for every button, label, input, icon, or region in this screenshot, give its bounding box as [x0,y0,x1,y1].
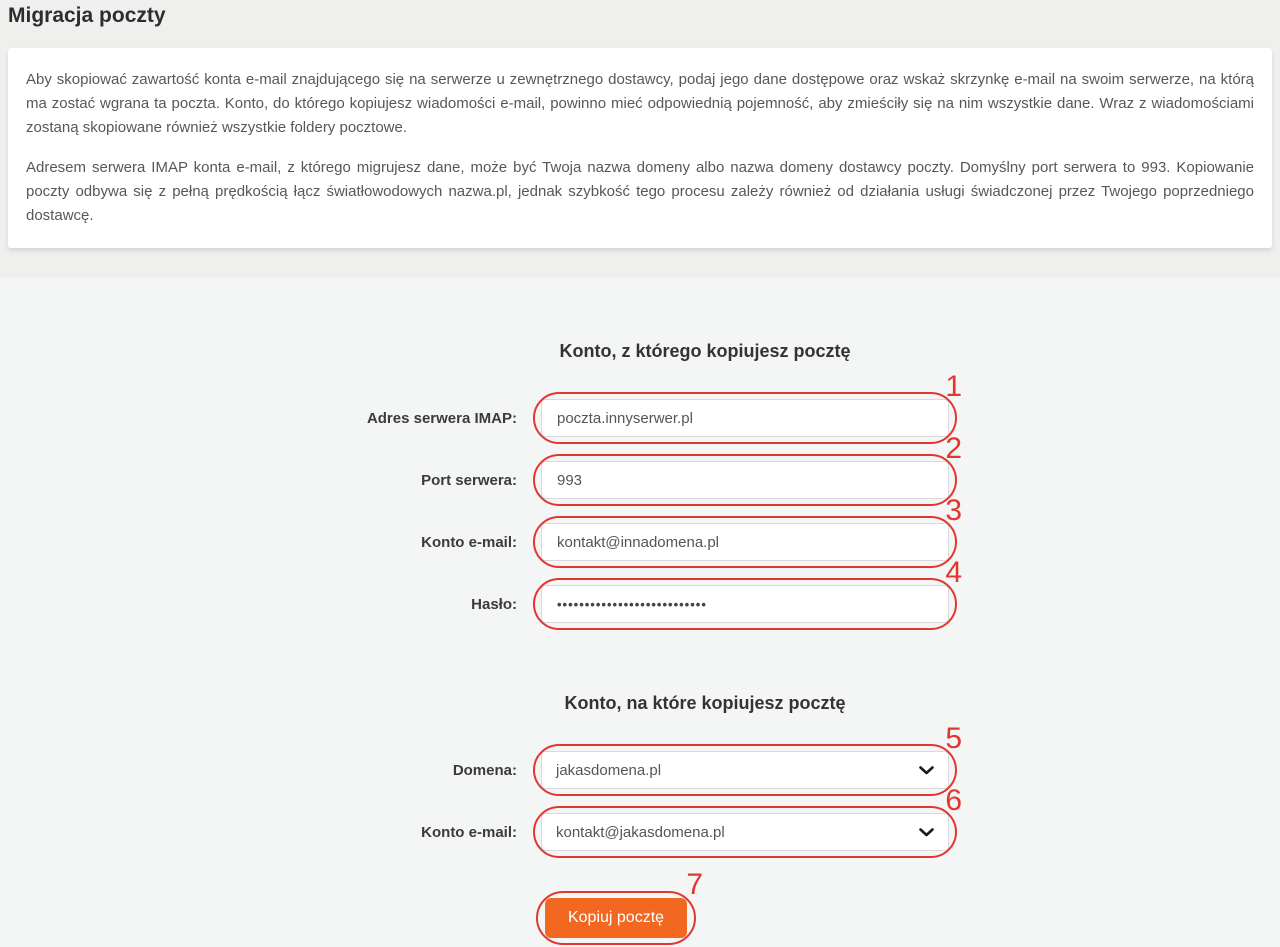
migration-form [0,278,1280,938]
imap-server-input[interactable] [541,399,949,437]
domain-select-value: jakasdomena.pl [556,761,662,779]
domain-label: Domena: [452,761,517,779]
annotation-number-3: 3 [945,494,962,527]
source-email-input[interactable] [541,523,949,561]
annotation-number-1: 1 [945,370,962,403]
submit-button-wrap [545,868,703,938]
page-header [0,0,1280,278]
chevron-down-icon [919,828,934,837]
target-email-row [327,784,967,851]
imap-server-row [327,370,967,437]
intro-paragraph-1: Aby skopiować zawartość konta e-mail znajdującego się na serwerze u zewnętrznego dostawcy, podaj jego dane dostępowe oraz wskaż skrzynkę e-mail na swoim serwerze, na którą ma zostać wgrana ta poczta. Konto, do którego kopiujesz wiadomości e-mail, powinno mieć odpowiednią pojemność, aby zmieściły się na nim wszystkie dane. Wraz z wiadomościami zostaną skopiowane również wszystkie foldery pocztowe. [26,71,1254,136]
source-section-heading: Konto, z którego kopiujesz pocztę [559,341,851,361]
source-email-row [327,494,967,561]
annotation-number-7: 7 [686,868,703,901]
annotation-number-6: 6 [945,784,962,817]
source-email-field-wrap [541,494,962,561]
target-form-area [327,722,967,938]
password-row [327,556,967,623]
intro-card [8,48,1272,248]
intro-paragraph-2: Adresem serwera IMAP konta e-mail, z którego migrujesz dane, może być Twoja nazwa domeny albo nazwa domeny dostawcy poczty. Domyślny port serwera to 993. Kopiowanie poczty odbywa się z pełną prędkością łącz światłowodowych nazwa.pl, jednak szybkość tego procesu zależy również od działania usługi świadczonej przez Twojego poprzedniego dostawcę. [26,159,1254,224]
domain-field-wrap [541,722,962,789]
source-form-area [327,370,967,623]
password-label: Hasło: [471,595,517,613]
source-email-label: Konto e-mail: [421,533,517,551]
submit-row [545,868,967,938]
server-port-row [327,432,967,499]
password-input[interactable] [541,585,949,623]
annotation-number-5: 5 [945,722,962,755]
server-port-field-wrap [541,432,962,499]
server-port-input[interactable] [541,461,949,499]
target-email-select[interactable] [541,813,949,851]
annotation-number-4: 4 [945,556,962,589]
target-email-label: Konto e-mail: [421,823,517,841]
target-email-field-wrap [541,784,962,851]
copy-mail-button[interactable]: Kopiuj pocztę [545,898,687,938]
page-title: Migracja poczty [8,4,166,27]
annotation-number-2: 2 [945,432,962,465]
server-port-label: Port serwera: [421,471,517,489]
chevron-down-icon [919,766,934,775]
target-section-heading: Konto, na które kopiujesz pocztę [564,693,846,713]
password-field-wrap [541,556,962,623]
domain-row [327,722,967,789]
imap-server-label: Adres serwera IMAP: [366,409,517,427]
target-email-select-value: kontakt@jakasdomena.pl [556,823,725,841]
domain-select[interactable] [541,751,949,789]
imap-server-field-wrap [541,370,962,437]
